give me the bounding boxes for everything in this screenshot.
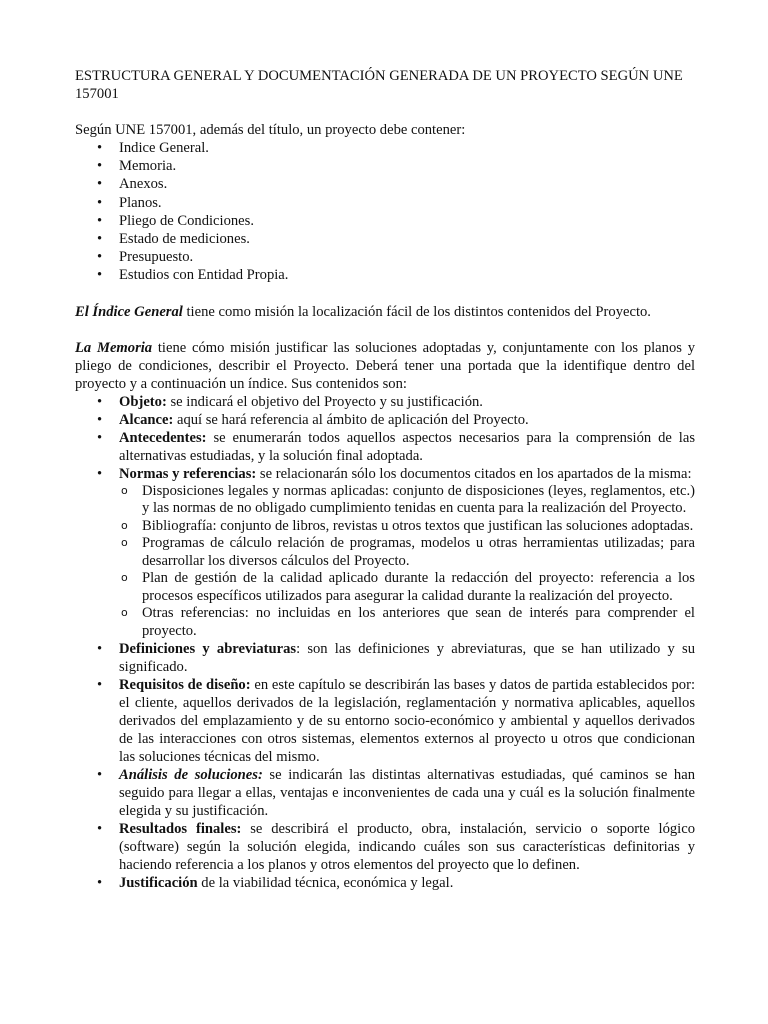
list-item bbox=[75, 820, 695, 874]
list-item bbox=[75, 429, 695, 465]
item-text: se enumerarán todos aquellos aspectos necesarios para la comprensión de las alternativas estudiadas, y la solución final adoptada. bbox=[119, 429, 695, 464]
memoria-text: tiene cómo misión justificar las soluciones adoptadas y, conjuntamente con los planos y pliego de condiciones, describir el Proyecto. Deberá tener una portada que la identifique dentro del proyecto y a continuación un índice. Sus contenidos son: bbox=[75, 339, 695, 392]
item-text: se relacionarán sólo los documentos citados en los apartados de la misma: bbox=[256, 465, 692, 482]
list-item: • Estado de mediciones. bbox=[75, 230, 695, 248]
normas-sublist bbox=[119, 483, 695, 641]
list-item: • Indice General. bbox=[75, 139, 695, 157]
list-item: • Planos. bbox=[75, 194, 695, 212]
item-term: Antecedentes: bbox=[119, 429, 207, 446]
memoria-contents-list bbox=[75, 393, 695, 893]
sub-list-item: o Otras referencias: no incluidas en los anteriores que sean de interés para comprender el proyecto. bbox=[75, 605, 695, 640]
item-term: Justificación bbox=[119, 875, 198, 892]
memoria-paragraph bbox=[75, 339, 695, 393]
item-term: Resultados finales: bbox=[119, 821, 242, 838]
indice-paragraph bbox=[75, 303, 695, 321]
document-title: ESTRUCTURA GENERAL Y DOCUMENTACIÓN GENERADA DE UN PROYECTO SEGÚN UNE 157001 bbox=[75, 68, 683, 102]
item-term: Normas y referencias: bbox=[119, 465, 257, 482]
list-item: • Anexos. bbox=[75, 175, 695, 193]
item-text: : son las definiciones y abreviaturas, que se han utilizado y su significado. bbox=[119, 641, 695, 676]
list-item bbox=[75, 465, 695, 641]
item-term: Análisis de soluciones: bbox=[119, 767, 263, 784]
list-item bbox=[75, 766, 695, 820]
sub-list-item: o Plan de gestión de la calidad aplicado durante la redacción del proyecto: referencia a los procesos específicos utilizados para asegurar la calidad durante la realización del proyecto. bbox=[75, 570, 695, 605]
memoria-term: La Memoria bbox=[75, 339, 153, 356]
list-item bbox=[75, 676, 695, 766]
item-text: en este capítulo se describirán las bases y datos de partida establecidos por: el cliente, aquellos derivados de la legislación, reglamentación y normativa aplicables, aquellos derivados del emplazamiento y de su entorno socio-económico y ambiental y aquellos derivados de las interacciones con otros sistemas, elementos externos al proyecto u otros que condicionan las soluciones técnicas del mismo. bbox=[119, 677, 695, 766]
contents-list bbox=[75, 139, 695, 285]
list-item bbox=[75, 411, 695, 429]
item-term: Definiciones y abreviaturas bbox=[119, 641, 297, 658]
list-item: • Presupuesto. bbox=[75, 248, 695, 266]
sub-list-item: o Bibliografía: conjunto de libros, revistas u otros textos que justifican las soluciones adoptadas. bbox=[75, 518, 695, 536]
list-item bbox=[75, 393, 695, 411]
list-item bbox=[75, 640, 695, 676]
item-term: Alcance: bbox=[119, 411, 174, 428]
item-text: aquí se hará referencia al ámbito de aplicación del Proyecto. bbox=[173, 411, 529, 428]
list-item: • Estudios con Entidad Propia. bbox=[75, 266, 695, 284]
indice-text: tiene como misión la localización fácil de los distintos contenidos del Proyecto. bbox=[182, 303, 651, 320]
item-term: Objeto: bbox=[119, 393, 167, 410]
item-term: Requisitos de diseño: bbox=[119, 677, 251, 694]
indice-term: El Índice General bbox=[75, 303, 183, 320]
list-item: • Pliego de Condiciones. bbox=[75, 212, 695, 230]
intro-paragraph: Según UNE 157001, además del título, un proyecto debe contener: bbox=[75, 122, 466, 138]
list-item: • Memoria. bbox=[75, 157, 695, 175]
document-body bbox=[75, 68, 695, 892]
item-text: se describirá el producto, obra, instalación, servicio o soporte lógico (software) según la solución elegida, indicando cuáles son sus características definitorias y haciendo referencia a los planos y otros elementos del proyecto que lo definen. bbox=[119, 821, 695, 874]
item-text: se indicará el objetivo del Proyecto y su justificación. bbox=[166, 393, 483, 410]
item-text: se indicarán las distintas alternativas estudiadas, qué caminos se han seguido para llegar a ellas, ventajas e inconvenientes de cada una y cuál es la solución finalmente elegida y su justificación. bbox=[119, 767, 695, 820]
sub-list-item: o Disposiciones legales y normas aplicadas: conjunto de disposiciones (leyes, reglamentos, etc.) y las normas de no obligado cumplimiento tenidas en cuenta para la realización del Proyecto. bbox=[75, 483, 695, 518]
list-item bbox=[75, 874, 695, 892]
sub-list-item: o Programas de cálculo relación de programas, modelos u otras herramientas utilizadas; para desarrollar los diversos cálculos del Proyecto. bbox=[75, 535, 695, 570]
item-text: de la viabilidad técnica, económica y legal. bbox=[197, 875, 454, 892]
